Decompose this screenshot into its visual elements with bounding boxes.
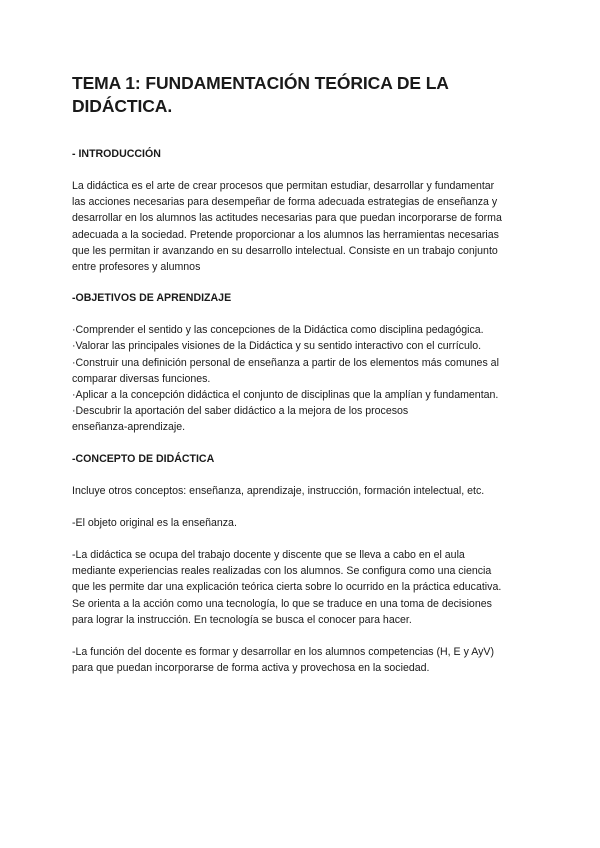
text-line: que les permite dar una explicación teórica cierta sobre lo ocurrido en la práctica educativa. bbox=[72, 581, 502, 594]
text-line: que les permitan ir avanzando en su desarrollo intelectual. Consiste en un trabajo conjunto bbox=[72, 244, 498, 257]
text-line: desarrollar en los alumnos las actitudes necesarias para que puedan incorporarse de forma bbox=[72, 212, 502, 225]
list-item: ·Comprender el sentido y las concepciones de la Didáctica como disciplina pedagógica. bbox=[72, 324, 484, 337]
concepto-paragraph-1: Incluye otros conceptos: enseñanza, aprendizaje, instrucción, formación intelectual, etc. bbox=[72, 484, 485, 497]
list-item-continuation: comparar diversas funciones. bbox=[72, 372, 211, 385]
intro-paragraph bbox=[72, 178, 532, 275]
section-heading-objetivos: -OBJETIVOS DE APRENDIZAJE bbox=[72, 292, 232, 305]
document-title bbox=[72, 72, 532, 118]
text-line: mediante experiencias reales realizadas con los alumnos. Se configura como una ciencia bbox=[72, 565, 492, 578]
text-line: La didáctica es el arte de crear procesos que permitan estudiar, desarrollar y fundamentar bbox=[72, 180, 495, 192]
text-line: para lograr la instrucción. En tecnología se busca el conocer para hacer. bbox=[72, 613, 412, 626]
text-line: adecuada a la sociedad. Pretende proporcionar a los alumnos las herramientas necesarias bbox=[72, 228, 499, 241]
concepto-paragraph-2: -El objeto original es la enseñanza. bbox=[72, 516, 237, 529]
list-item: ·Valorar las principales visiones de la Didáctica y su sentido interactivo con el currículo. bbox=[72, 340, 482, 353]
concepto-paragraph-4 bbox=[72, 644, 532, 676]
list-item: ·Aplicar a la concepción didáctica el conjunto de disciplinas que la amplían y fundamentan. bbox=[72, 389, 499, 402]
title-line-2: DIDÁCTICA. bbox=[72, 96, 173, 116]
document-page bbox=[72, 72, 532, 676]
list-item-continuation: enseñanza-aprendizaje. bbox=[72, 421, 186, 434]
title-line-1: TEMA 1: FUNDAMENTACIÓN TEÓRICA DE LA bbox=[72, 73, 449, 93]
section-heading-intro: - INTRODUCCIÓN bbox=[72, 148, 161, 160]
text-line: entre profesores y alumnos bbox=[72, 261, 201, 274]
text-line: -La didáctica se ocupa del trabajo docente y discente que se lleva a cabo en el aula bbox=[72, 549, 465, 562]
list-item: ·Construir una definición personal de enseñanza a partir de los elementos más comunes al bbox=[72, 356, 499, 369]
text-line: Se orienta a la acción como una tecnología, lo que se traduce en una toma de decisiones bbox=[72, 597, 492, 610]
text-line: para que puedan incorporarse de forma activa y provechosa en la sociedad. bbox=[72, 662, 430, 675]
list-item: ·Descubrir la aportación del saber didáctico a la mejora de los procesos bbox=[72, 405, 409, 418]
text-line: -La función del docente es formar y desarrollar en los alumnos competencias (H, E y AyV) bbox=[72, 646, 494, 659]
concepto-paragraph-3 bbox=[72, 547, 532, 628]
text-line: las acciones necesarias para desempeñar de forma adecuada estrategias de enseñanza y bbox=[72, 196, 498, 209]
section-heading-concepto: -CONCEPTO DE DIDÁCTICA bbox=[72, 452, 215, 465]
objetivos-list bbox=[72, 322, 532, 435]
